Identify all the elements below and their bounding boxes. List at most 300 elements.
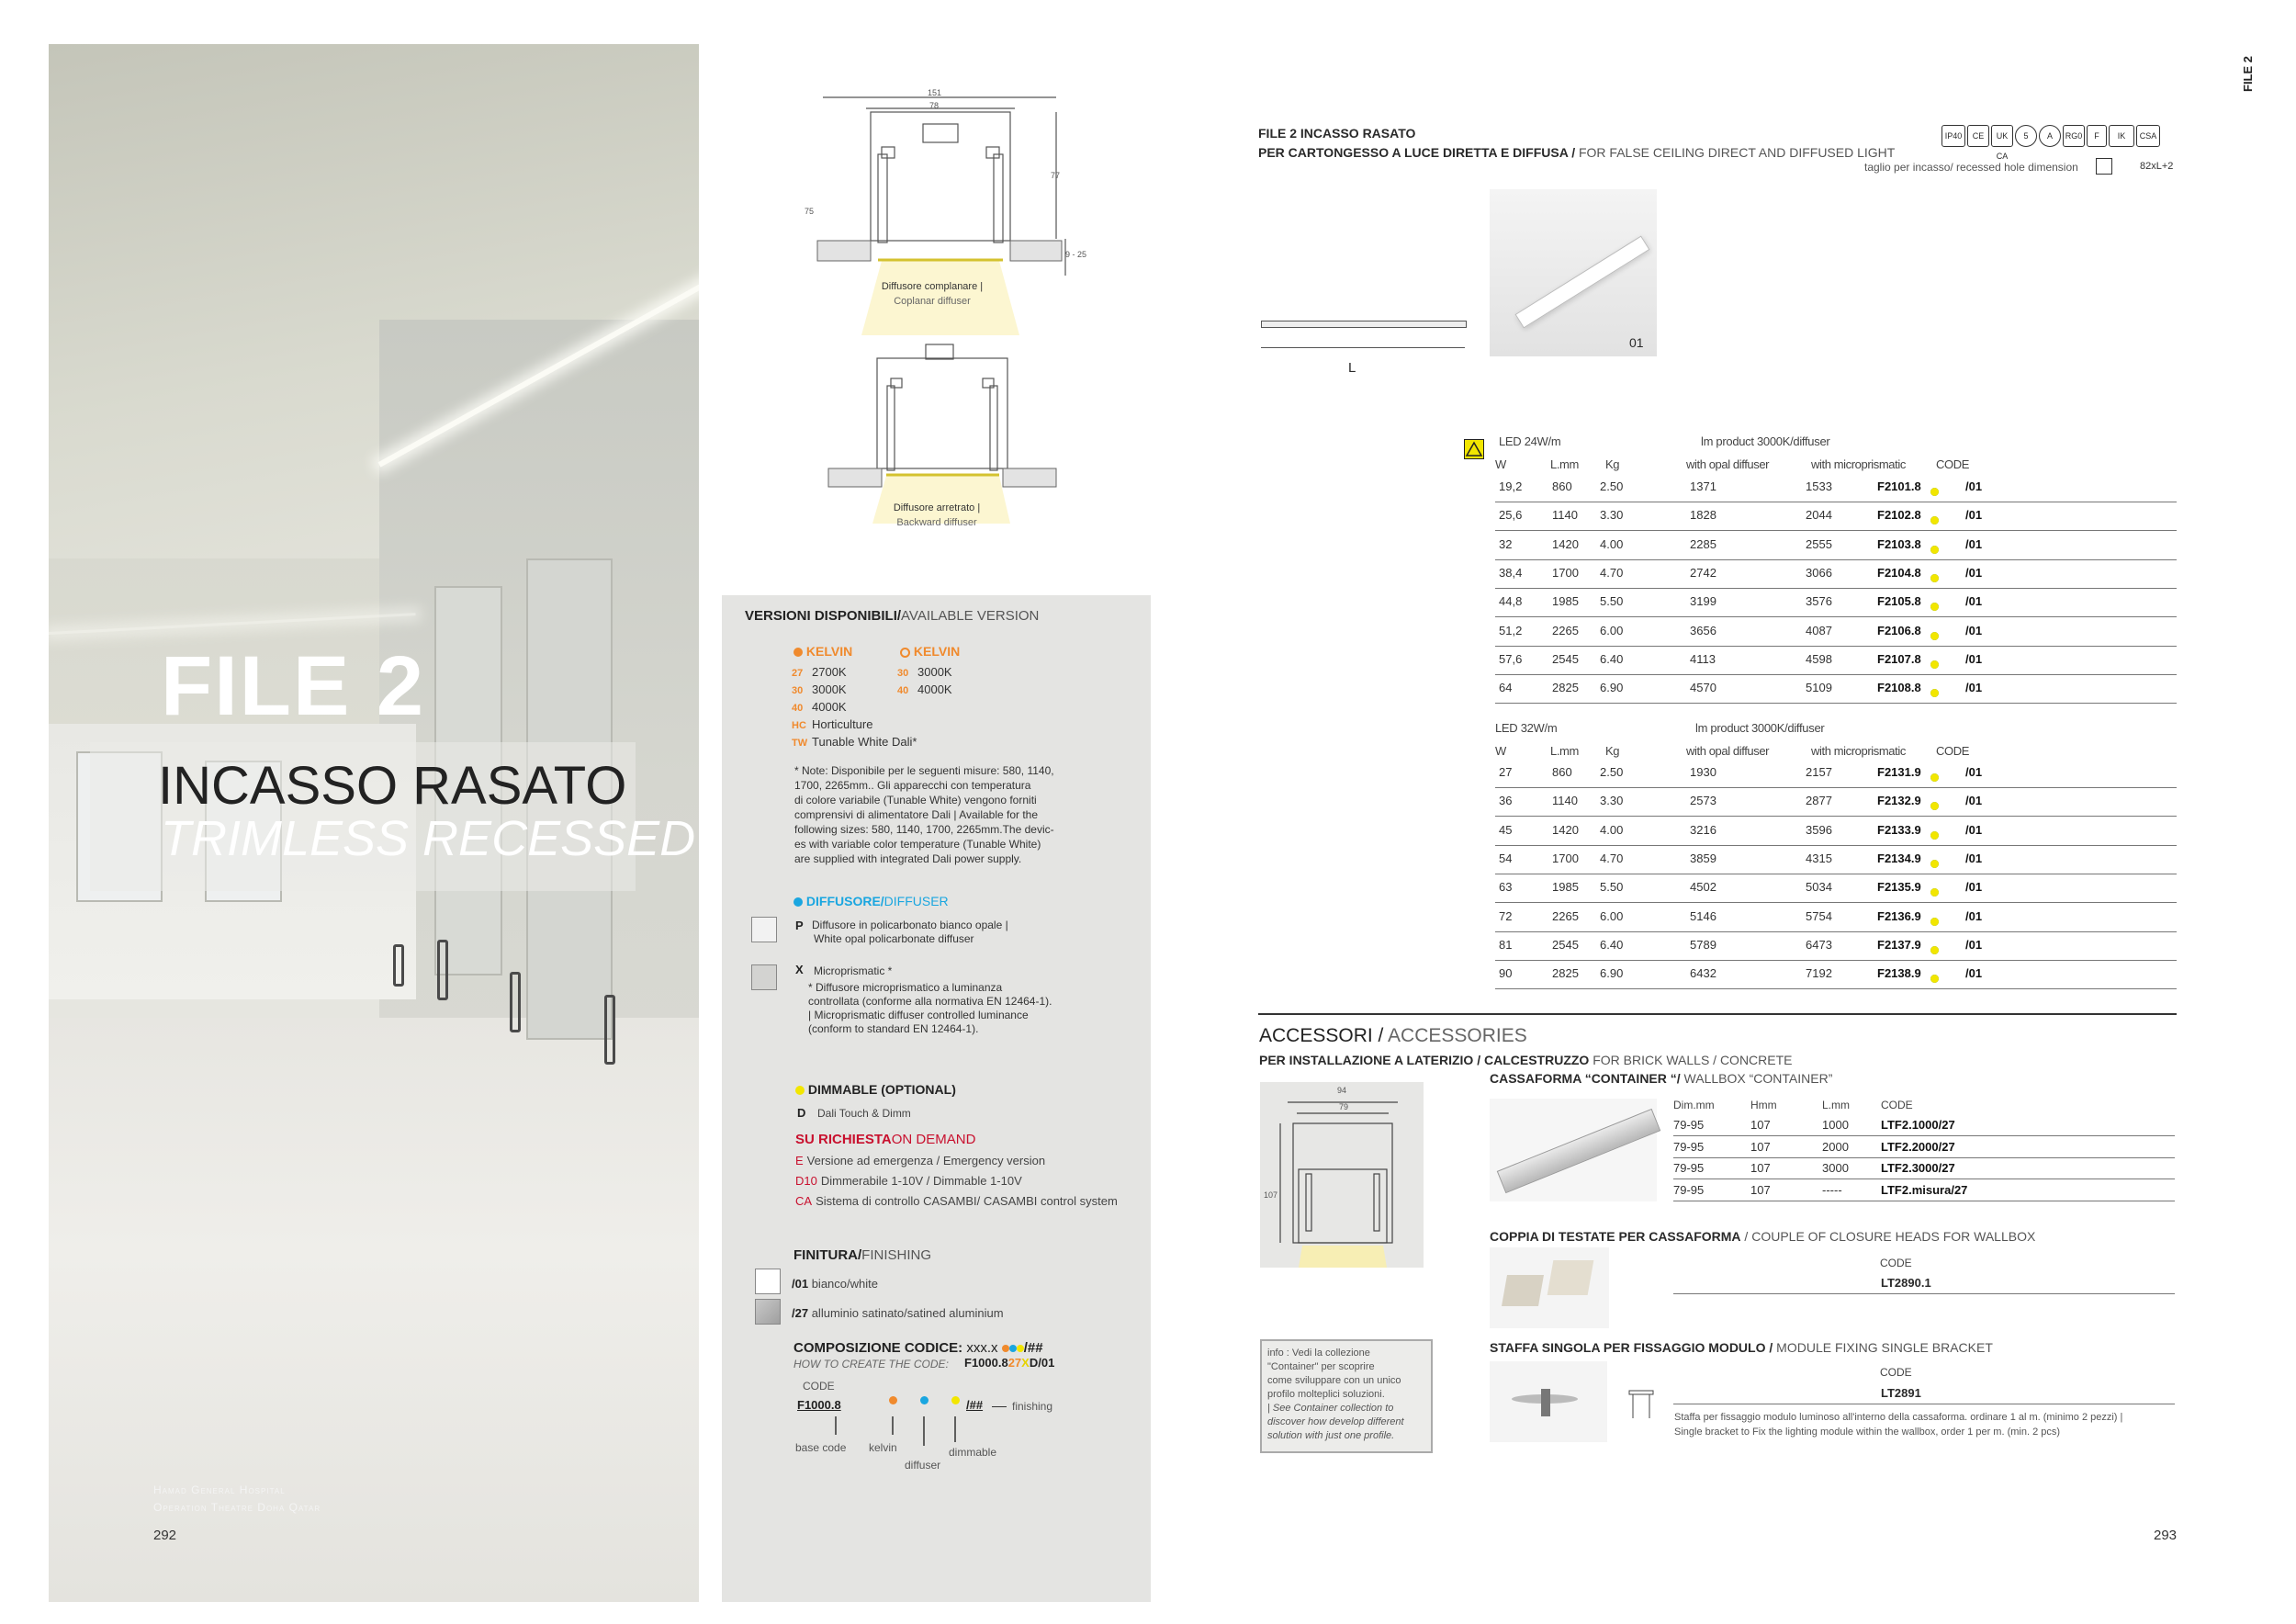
table-cell: 79-95 xyxy=(1673,1118,1705,1132)
product-code: F2135.9 xyxy=(1877,880,1921,895)
product-code: F2131.9 xyxy=(1877,765,1921,779)
wallbox-row xyxy=(1673,1158,2175,1179)
kelvin-code: HC xyxy=(792,720,806,731)
diffuser-code: P xyxy=(795,919,804,932)
certification-icon: 5 xyxy=(2015,125,2037,147)
blue-dot-icon xyxy=(793,897,803,907)
table-cell: 107 xyxy=(1750,1161,1771,1175)
closure-heads-heading: COPPIA DI TESTATE PER CASSAFORMA / COUPLE OF CLOSURE HEADS FOR WALLBOX xyxy=(1490,1229,2036,1244)
finish-code: /01 xyxy=(1965,851,1983,865)
table-cell: 4087 xyxy=(1806,623,1832,637)
table-row xyxy=(1495,618,2177,647)
table-cell: 64 xyxy=(1499,681,1513,695)
bracket-drawing xyxy=(1627,1389,1657,1422)
on-demand-item xyxy=(795,1174,1022,1188)
info-line: info : Vedi la collezione xyxy=(1267,1348,1370,1359)
white-finish-swatch xyxy=(755,1269,781,1294)
table-cell: 1140 xyxy=(1552,508,1578,523)
table-cell: 107 xyxy=(1750,1182,1771,1197)
table-cell: 6432 xyxy=(1690,966,1716,981)
kelvin-code: TW xyxy=(792,738,808,749)
finish-option: /01 bianco/white xyxy=(792,1277,878,1291)
yellow-dot-icon xyxy=(1930,918,1939,926)
product-code: LTF2.1000/27 xyxy=(1881,1118,1955,1132)
table-cell: 51,2 xyxy=(1499,623,1523,637)
length-line xyxy=(1261,347,1465,348)
photo-light-line xyxy=(49,613,416,635)
table-cell: 2157 xyxy=(1806,765,1832,779)
profile-side-view xyxy=(1261,321,1467,328)
info-line: "Container" per scoprire xyxy=(1267,1361,1375,1372)
table-cell: 5754 xyxy=(1806,908,1832,923)
diagram-line xyxy=(992,1406,1007,1407)
table-cell: 32 xyxy=(1499,536,1513,551)
on-demand-heading: SU RICHIESTAON DEMAND xyxy=(795,1132,976,1147)
dimension-label: 75 xyxy=(805,207,815,216)
table-cell: 45 xyxy=(1499,822,1513,837)
product-code: F2105.8 xyxy=(1877,594,1921,609)
on-demand-text: Versione ad emergenza / Emergency version xyxy=(806,1154,1046,1167)
column-header: with opal diffuser xyxy=(1686,744,1770,758)
table-cell: 3656 xyxy=(1690,623,1716,637)
product-code: F2103.8 xyxy=(1877,536,1921,551)
note-line: are supplied with integrated Dali power supply. xyxy=(794,852,1022,865)
table-cell: 6.40 xyxy=(1600,937,1624,952)
table-cell: 57,6 xyxy=(1499,651,1523,666)
table-cell: 2555 xyxy=(1806,536,1832,551)
kelvin-item xyxy=(792,665,847,679)
yellow-dot-icon xyxy=(1017,1345,1024,1352)
accessories-divider xyxy=(1258,1013,2177,1015)
yellow-dot-icon xyxy=(1930,860,1939,868)
on-demand-text: Dimmerabile 1-10V / Dimmable 1-10V xyxy=(820,1174,1022,1188)
column-header: Dim.mm xyxy=(1673,1099,1715,1111)
table-cell: 2573 xyxy=(1690,794,1716,808)
table-cell: 6.40 xyxy=(1600,651,1624,666)
table-cell: 6.90 xyxy=(1600,681,1624,695)
finish-option: /27 alluminio satinato/satined aluminium xyxy=(792,1306,1004,1320)
info-line: come sviluppare con un unico xyxy=(1267,1375,1401,1386)
certification-icon: CE xyxy=(1967,125,1989,147)
table-cell: 4.00 xyxy=(1600,822,1624,837)
kelvin-value: 3000K xyxy=(812,682,847,696)
product-code: F2133.9 xyxy=(1877,822,1921,837)
bracket-code-label: CODE xyxy=(1880,1366,1912,1379)
table-row xyxy=(1495,532,2177,560)
certification-icon: A xyxy=(2039,125,2061,147)
bracket-photo xyxy=(1490,1361,1607,1442)
certification-icon: RG0 xyxy=(2063,125,2085,147)
wallbox-heading: CASSAFORMA “CONTAINER “/ WALLBOX “CONTAINER” xyxy=(1490,1071,1833,1086)
product-code: F2101.8 xyxy=(1877,479,1921,493)
info-box xyxy=(1260,1339,1433,1453)
table-cell: 5034 xyxy=(1806,880,1832,895)
table-cell: 4315 xyxy=(1806,851,1832,865)
photo-door-handle xyxy=(510,972,521,1032)
table-cell: 3576 xyxy=(1806,594,1832,609)
diagram-label: base code xyxy=(795,1441,847,1454)
kelvin-value: 2700K xyxy=(812,665,847,679)
table-row xyxy=(1495,846,2177,874)
table-cell: 2265 xyxy=(1552,623,1579,637)
finish-code: /01 xyxy=(1965,937,1983,952)
table-cell: 79-95 xyxy=(1673,1161,1705,1175)
certification-icons xyxy=(1941,125,2177,161)
finish-code: /01 xyxy=(1965,479,1983,493)
diagram-hash: /## xyxy=(966,1398,984,1412)
product-code: F2107.8 xyxy=(1877,651,1921,666)
diffuser-label: Backward diffuser xyxy=(896,517,977,528)
note-line: * Diffusore microprismatico a luminanza xyxy=(808,981,1003,994)
page-number-right: 293 xyxy=(2154,1528,2178,1543)
kelvin-value: 4000K xyxy=(812,700,847,714)
table-cell: 107 xyxy=(1750,1139,1771,1154)
info-line: discover how develop different xyxy=(1267,1416,1404,1427)
kelvin-item xyxy=(792,735,917,749)
table-cell: 6473 xyxy=(1806,937,1832,952)
table-row xyxy=(1495,932,2177,961)
diffuser-code: X xyxy=(795,963,804,976)
table-cell: 7192 xyxy=(1806,966,1832,981)
orange-dot-icon xyxy=(1002,1345,1009,1352)
on-demand-code: CA xyxy=(795,1194,813,1208)
table-cell: 5.50 xyxy=(1600,880,1624,895)
product-code: F2132.9 xyxy=(1877,794,1921,808)
yellow-dot-icon xyxy=(795,1086,805,1095)
note-line: 1700, 2265mm.. Gli apparecchi con temperatura xyxy=(794,779,1031,792)
length-label: L xyxy=(1348,360,1356,376)
table-cell: 2825 xyxy=(1552,966,1579,981)
photo-door-handle xyxy=(393,944,404,987)
yellow-dot-icon xyxy=(1930,689,1939,697)
certification-icon: UK CA xyxy=(1991,125,2013,147)
yellow-dot-icon xyxy=(1930,802,1939,810)
column-header: L.mm xyxy=(1822,1099,1850,1111)
on-demand-text: Sistema di controllo CASAMBI/ CASAMBI control system xyxy=(816,1194,1118,1208)
column-header: CODE xyxy=(1936,744,1969,758)
note-line: di colore variabile (Tunable White) vengono forniti xyxy=(794,794,1037,806)
side-tab: FILE 2 xyxy=(2241,55,2255,92)
table-cell: 4113 xyxy=(1690,651,1716,666)
table-cell: 72 xyxy=(1499,908,1513,923)
kelvin-value: 3000K xyxy=(917,665,952,679)
table-cell: 2000 xyxy=(1822,1139,1849,1154)
table-cell: 860 xyxy=(1552,765,1572,779)
table-cell: 107 xyxy=(1750,1118,1771,1132)
table-cell: 1828 xyxy=(1690,508,1716,523)
product-subtitle-en: TRIMLESS RECESSED xyxy=(161,811,696,866)
table-cell: 79-95 xyxy=(1673,1182,1705,1197)
kelvin-code: 30 xyxy=(792,685,804,696)
dimension-label: 151 xyxy=(928,88,942,97)
diagram-code-label: CODE xyxy=(803,1380,835,1393)
kelvin-heading-filled: KELVIN xyxy=(793,644,852,659)
table-cell: ----- xyxy=(1822,1182,1842,1197)
right-subtitle: PER CARTONGESSO A LUCE DIRETTA E DIFFUSA / FOR FALSE CEILING DIRECT AND DIFFUSED LIGHT xyxy=(1258,145,1896,160)
table-cell: 1930 xyxy=(1690,765,1716,779)
yellow-dot-icon xyxy=(1930,888,1939,897)
table-row xyxy=(1495,502,2177,531)
note-line: (conform to standard EN 12464-1). xyxy=(808,1022,979,1035)
table-cell: 1371 xyxy=(1690,479,1716,493)
finish-code: /01 xyxy=(1965,822,1983,837)
yellow-dot-icon xyxy=(1930,574,1939,582)
yellow-dot-icon xyxy=(1930,603,1939,611)
dimmable-heading: DIMMABLE (OPTIONAL) xyxy=(795,1082,956,1097)
table-cell: 3859 xyxy=(1690,851,1716,865)
blue-dot-icon xyxy=(1009,1345,1017,1352)
table-cell: 2742 xyxy=(1690,565,1716,580)
table-cell: 2044 xyxy=(1806,508,1832,523)
composition-example: F1000.827XD/01 xyxy=(964,1356,1055,1370)
table-cell: 6.90 xyxy=(1600,966,1624,981)
blue-dot-icon xyxy=(920,1396,929,1404)
table-cell: 1533 xyxy=(1806,479,1832,493)
table-cell: 2545 xyxy=(1552,651,1579,666)
yellow-dot-icon xyxy=(1930,831,1939,840)
product-code: F2104.8 xyxy=(1877,565,1921,580)
wallbox-row xyxy=(1673,1137,2175,1158)
finish-code: /01 xyxy=(1965,681,1983,695)
diffuser-description: Diffusore in policarbonato bianco opale | xyxy=(812,919,1008,931)
table-cell: 4.70 xyxy=(1600,851,1624,865)
table-cell: 25,6 xyxy=(1499,508,1523,523)
aluminium-finish-swatch xyxy=(755,1299,781,1325)
hole-dimension-value: 82xL+2 xyxy=(2140,161,2174,172)
closure-heads-photo xyxy=(1490,1247,1609,1328)
table-cell: 2265 xyxy=(1552,908,1579,923)
diagram-base-code: F1000.8 xyxy=(797,1398,841,1412)
column-header: L.mm xyxy=(1550,744,1579,758)
column-header: Hmm xyxy=(1750,1099,1777,1111)
wallbox-photo-profile xyxy=(1497,1109,1660,1193)
column-header: Kg xyxy=(1605,457,1620,471)
table-cell: 79-95 xyxy=(1673,1139,1705,1154)
note-line: es with variable color temperature (Tunable White) xyxy=(794,838,1041,851)
yellow-dot-icon xyxy=(1930,516,1939,524)
info-line: | See Container collection to xyxy=(1267,1403,1394,1414)
diffuser-label: Diffusore arretrato | xyxy=(893,502,981,513)
table-row xyxy=(1495,961,2177,989)
yellow-dot-icon xyxy=(1930,632,1939,640)
column-header: CODE xyxy=(1881,1099,1913,1111)
kelvin-value: Tunable White Dali* xyxy=(812,735,917,749)
bracket-row: LT2891 xyxy=(1673,1383,2175,1404)
finish-code: /01 xyxy=(1965,623,1983,637)
yellow-dot-icon xyxy=(1930,975,1939,983)
on-demand-item xyxy=(795,1194,1118,1208)
kelvin-item xyxy=(897,665,952,679)
kelvin-value: 4000K xyxy=(917,682,952,696)
table-cell: 3.30 xyxy=(1600,794,1624,808)
closure-heads-row: LT2890.1 xyxy=(1673,1273,2175,1294)
closure-head-shape xyxy=(1548,1260,1594,1295)
table-cell: 1420 xyxy=(1552,536,1579,551)
table-cell: 860 xyxy=(1552,479,1572,493)
on-demand-code: E xyxy=(795,1154,804,1167)
product-code: LTF2.misura/27 xyxy=(1881,1182,1968,1197)
diffuser-label: Diffusore complanare | xyxy=(881,281,984,292)
table-cell: 1985 xyxy=(1552,594,1579,609)
kelvin-item xyxy=(792,682,847,696)
product-photo-label: 01 xyxy=(1629,335,1644,350)
finish-code: /01 xyxy=(1965,966,1983,981)
certification-icon: F xyxy=(2087,125,2107,147)
table-cell: 2825 xyxy=(1552,681,1579,695)
composition-heading: COMPOSIZIONE CODICE: xxx.x /## xyxy=(793,1340,1043,1356)
kelvin-code: 30 xyxy=(897,668,909,679)
certification-icon: IK xyxy=(2109,125,2134,147)
table-cell: 3596 xyxy=(1806,822,1832,837)
finish-code: /01 xyxy=(1965,908,1983,923)
note-line: controllata (conforme alla normativa EN 12464-1). xyxy=(808,995,1052,1008)
product-code: F2138.9 xyxy=(1877,966,1921,981)
yellow-dot-icon xyxy=(1930,660,1939,669)
yellow-dot-icon xyxy=(1930,946,1939,954)
yellow-dot-icon xyxy=(1930,488,1939,496)
lumen-label: lm product 3000K/diffuser xyxy=(1701,434,1830,448)
column-header: Kg xyxy=(1605,744,1620,758)
table-row xyxy=(1495,474,2177,502)
table-cell: 2545 xyxy=(1552,937,1579,952)
photo-door-handle xyxy=(604,995,615,1065)
table-cell: 2.50 xyxy=(1600,765,1624,779)
accessories-heading: ACCESSORI / ACCESSORIES xyxy=(1259,1025,1527,1046)
table-cell: 5789 xyxy=(1690,937,1716,952)
yellow-dot-icon xyxy=(951,1396,960,1404)
column-header: with microprismatic xyxy=(1811,744,1906,758)
bracket-note: Single bracket to Fix the lighting module within the wallbox, order 1 per m. (min. 2 pcs) xyxy=(1674,1427,2061,1438)
closure-heads-code-label: CODE xyxy=(1880,1257,1912,1269)
table-cell: 3.30 xyxy=(1600,508,1624,523)
diffuser-heading: DIFFUSORE/DIFFUSER xyxy=(793,894,949,908)
hole-icon xyxy=(2096,158,2112,175)
product-code: F2108.8 xyxy=(1877,681,1921,695)
orange-dot-icon xyxy=(889,1396,897,1404)
table-cell: 2.50 xyxy=(1600,479,1624,493)
finish-code: /01 xyxy=(1965,765,1983,779)
table-row xyxy=(1495,560,2177,589)
column-header: with microprismatic xyxy=(1811,457,1906,471)
diffuser-label: Coplanar diffuser xyxy=(894,296,971,307)
table-cell: 1420 xyxy=(1552,822,1579,837)
wallbox-row xyxy=(1673,1115,2175,1136)
photo-credit-line: Hamad General Hospital xyxy=(153,1483,286,1496)
microprismatic-diffuser-swatch xyxy=(751,964,777,990)
diffuser-description: Microprismatic * xyxy=(814,964,893,977)
dimension-label: 78 xyxy=(929,101,940,110)
dimmable-code: D xyxy=(797,1106,806,1120)
table-cell: 3000 xyxy=(1822,1161,1849,1175)
table-cell: 1700 xyxy=(1552,565,1579,580)
product-code: LTF2.2000/27 xyxy=(1881,1139,1955,1154)
accessories-subheading: PER INSTALLAZIONE A LATERIZIO / CALCESTRUZZO FOR BRICK WALLS / CONCRETE xyxy=(1259,1053,1793,1067)
product-code: F2136.9 xyxy=(1877,908,1921,923)
table-cell: 4570 xyxy=(1690,681,1716,695)
table-cell: 81 xyxy=(1499,937,1513,952)
certification-icon: IP40 xyxy=(1941,125,1965,147)
composition-howto: HOW TO CREATE THE CODE: xyxy=(793,1358,949,1370)
product-code: F2106.8 xyxy=(1877,623,1921,637)
finish-code: /01 xyxy=(1965,508,1983,523)
table-cell: 2877 xyxy=(1806,794,1832,808)
column-header: L.mm xyxy=(1550,457,1579,471)
closure-head-shape xyxy=(1502,1275,1544,1306)
table-row xyxy=(1495,788,2177,817)
table-cell: 5146 xyxy=(1690,908,1716,923)
product-code: F2102.8 xyxy=(1877,508,1921,523)
diffuser-description: White opal policarbonate diffuser xyxy=(814,932,974,945)
table-cell: 38,4 xyxy=(1499,565,1523,580)
table-cell: 3066 xyxy=(1806,565,1832,580)
table-row xyxy=(1495,760,2177,788)
warning-icon xyxy=(1464,439,1484,459)
yellow-dot-icon xyxy=(1930,546,1939,554)
table-cell: 27 xyxy=(1499,765,1513,779)
kelvin-item xyxy=(897,682,952,696)
note-line: | Microprismatic diffuser controlled luminance xyxy=(808,1009,1029,1021)
wallbox-photo xyxy=(1490,1099,1657,1201)
orange-ring-icon xyxy=(900,648,910,658)
certification-icon: CSA xyxy=(2136,125,2160,147)
note-line: comprensivi di alimentatore Dali | Available for the xyxy=(794,808,1039,821)
hole-dimension-label: taglio per incasso/ recessed hole dimension xyxy=(1864,161,2078,174)
table-cell: 63 xyxy=(1499,880,1513,895)
diagram-label: dimmable xyxy=(949,1446,997,1459)
finishing-heading: FINITURA/FINISHING xyxy=(793,1247,932,1263)
table-row xyxy=(1495,647,2177,675)
table-row xyxy=(1495,589,2177,617)
orange-dot-icon xyxy=(793,648,803,657)
bracket-note: Staffa per fissaggio modulo luminoso all'interno della cassaforma. ordinare 1 al m. (minimo 2 pezzi) | xyxy=(1674,1412,2123,1423)
product-code: LTF2.3000/27 xyxy=(1881,1161,1955,1175)
table-cell: 3216 xyxy=(1690,822,1716,837)
column-header: CODE xyxy=(1936,457,1969,471)
finish-code: /01 xyxy=(1965,594,1983,609)
table-row xyxy=(1495,874,2177,903)
note-line: following sizes: 580, 1140, 1700, 2265mm.The devic- xyxy=(794,823,1054,836)
diagram-label: diffuser xyxy=(905,1459,941,1472)
photo-door-handle xyxy=(437,940,448,1000)
photo-floor xyxy=(49,1018,699,1602)
product-subtitle-it: INCASSO RASATO xyxy=(158,756,627,816)
dimension-label: 79 xyxy=(1339,1102,1349,1111)
on-demand-item xyxy=(795,1154,1045,1167)
dimension-label: 94 xyxy=(1337,1086,1347,1095)
table-cell: 1000 xyxy=(1822,1118,1849,1132)
table-row xyxy=(1495,818,2177,846)
table-cell: 5.50 xyxy=(1600,594,1624,609)
table-cell: 54 xyxy=(1499,851,1513,865)
info-line: profilo molteplici soluzioni. xyxy=(1267,1389,1385,1400)
table-cell: 1140 xyxy=(1552,794,1578,808)
table-cell: 1985 xyxy=(1552,880,1579,895)
product-code: F2137.9 xyxy=(1877,937,1921,952)
wallbox-row xyxy=(1673,1180,2175,1201)
table-cell: 4598 xyxy=(1806,651,1832,666)
table-cell: 6.00 xyxy=(1600,623,1624,637)
product-photo xyxy=(1490,189,1657,356)
kelvin-value: Horticulture xyxy=(812,717,873,731)
table-row xyxy=(1495,904,2177,932)
table-cell: 4502 xyxy=(1690,880,1716,895)
finish-code: /01 xyxy=(1965,794,1983,808)
yellow-dot-icon xyxy=(1930,773,1939,782)
note-line: * Note: Disponibile per le seguenti misure: 580, 1140, xyxy=(794,764,1054,777)
table-cell: 3199 xyxy=(1690,594,1716,609)
column-header: with opal diffuser xyxy=(1686,457,1770,471)
diagram-finishing: finishing xyxy=(1012,1400,1053,1413)
